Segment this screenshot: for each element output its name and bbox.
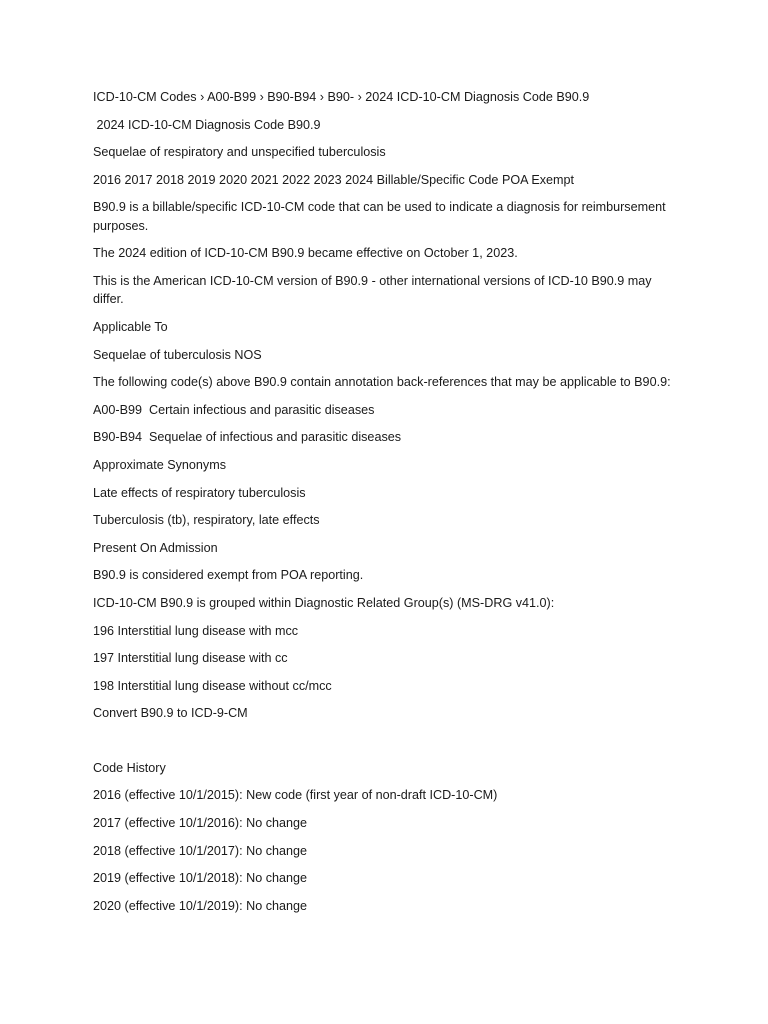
poa-heading: Present On Admission <box>93 540 218 555</box>
billable-text: B90.9 is a billable/specific ICD-10-CM code that can be used to indicate a diagnosis for reimbursement purposes. <box>93 200 670 233</box>
history-item: 2020 (effective 10/1/2019): No change <box>93 898 308 913</box>
applicable-item: Sequelae of tuberculosis NOS <box>93 347 262 362</box>
american-version-text: This is the American ICD-10-CM version of B90.9 - other international versions of ICD-10 B90.9 may differ. <box>93 273 656 307</box>
backref-item: A00-B99 Certain infectious and parasitic diseases <box>93 402 375 417</box>
backref-item: B90-B94 Sequelae of infectious and parasitic diseases <box>93 430 402 445</box>
history-item: 2016 (effective 10/1/2015): New code (first year of non-draft ICD-10-CM) <box>93 788 498 803</box>
synonym-item: Late effects of respiratory tuberculosis <box>93 485 306 500</box>
document-page <box>93 88 673 924</box>
code-description: Sequelae of respiratory and unspecified tuberculosis <box>93 145 386 160</box>
applicable-heading: Applicable To <box>93 319 168 334</box>
effective-text: The 2024 edition of ICD-10-CM B90.9 became effective on October 1, 2023. <box>93 246 518 261</box>
convert-text: Convert B90.9 to ICD-9-CM <box>93 706 248 721</box>
blank-line <box>93 732 673 759</box>
synonym-item: Tuberculosis (tb), respiratory, late effects <box>93 513 320 528</box>
synonyms-heading: Approximate Synonyms <box>93 457 226 472</box>
backref-text: The following code(s) above B90.9 contain annotation back-references that may be applicable to B90.9: <box>93 375 671 390</box>
history-item: 2017 (effective 10/1/2016): No change <box>93 816 308 831</box>
drg-item: 196 Interstitial lung disease with mcc <box>93 623 299 638</box>
poa-text: B90.9 is considered exempt from POA reporting. <box>93 568 364 583</box>
drg-item: 197 Interstitial lung disease with cc <box>93 651 288 666</box>
history-heading: Code History <box>93 760 166 775</box>
years-line: 2016 2017 2018 2019 2020 2021 2022 2023 2024 Billable/Specific Code POA Exempt <box>93 172 575 187</box>
page-title: 2024 ICD-10-CM Diagnosis Code B90.9 <box>93 117 321 132</box>
drg-item: 198 Interstitial lung disease without cc/mcc <box>93 678 332 693</box>
drg-text: ICD-10-CM B90.9 is grouped within Diagnostic Related Group(s) (MS-DRG v41.0): <box>93 595 555 610</box>
history-item: 2019 (effective 10/1/2018): No change <box>93 871 308 886</box>
history-item: 2018 (effective 10/1/2017): No change <box>93 843 308 858</box>
breadcrumb: ICD-10-CM Codes › A00-B99 › B90-B94 › B90- › 2024 ICD-10-CM Diagnosis Code B90.9 <box>93 90 590 104</box>
